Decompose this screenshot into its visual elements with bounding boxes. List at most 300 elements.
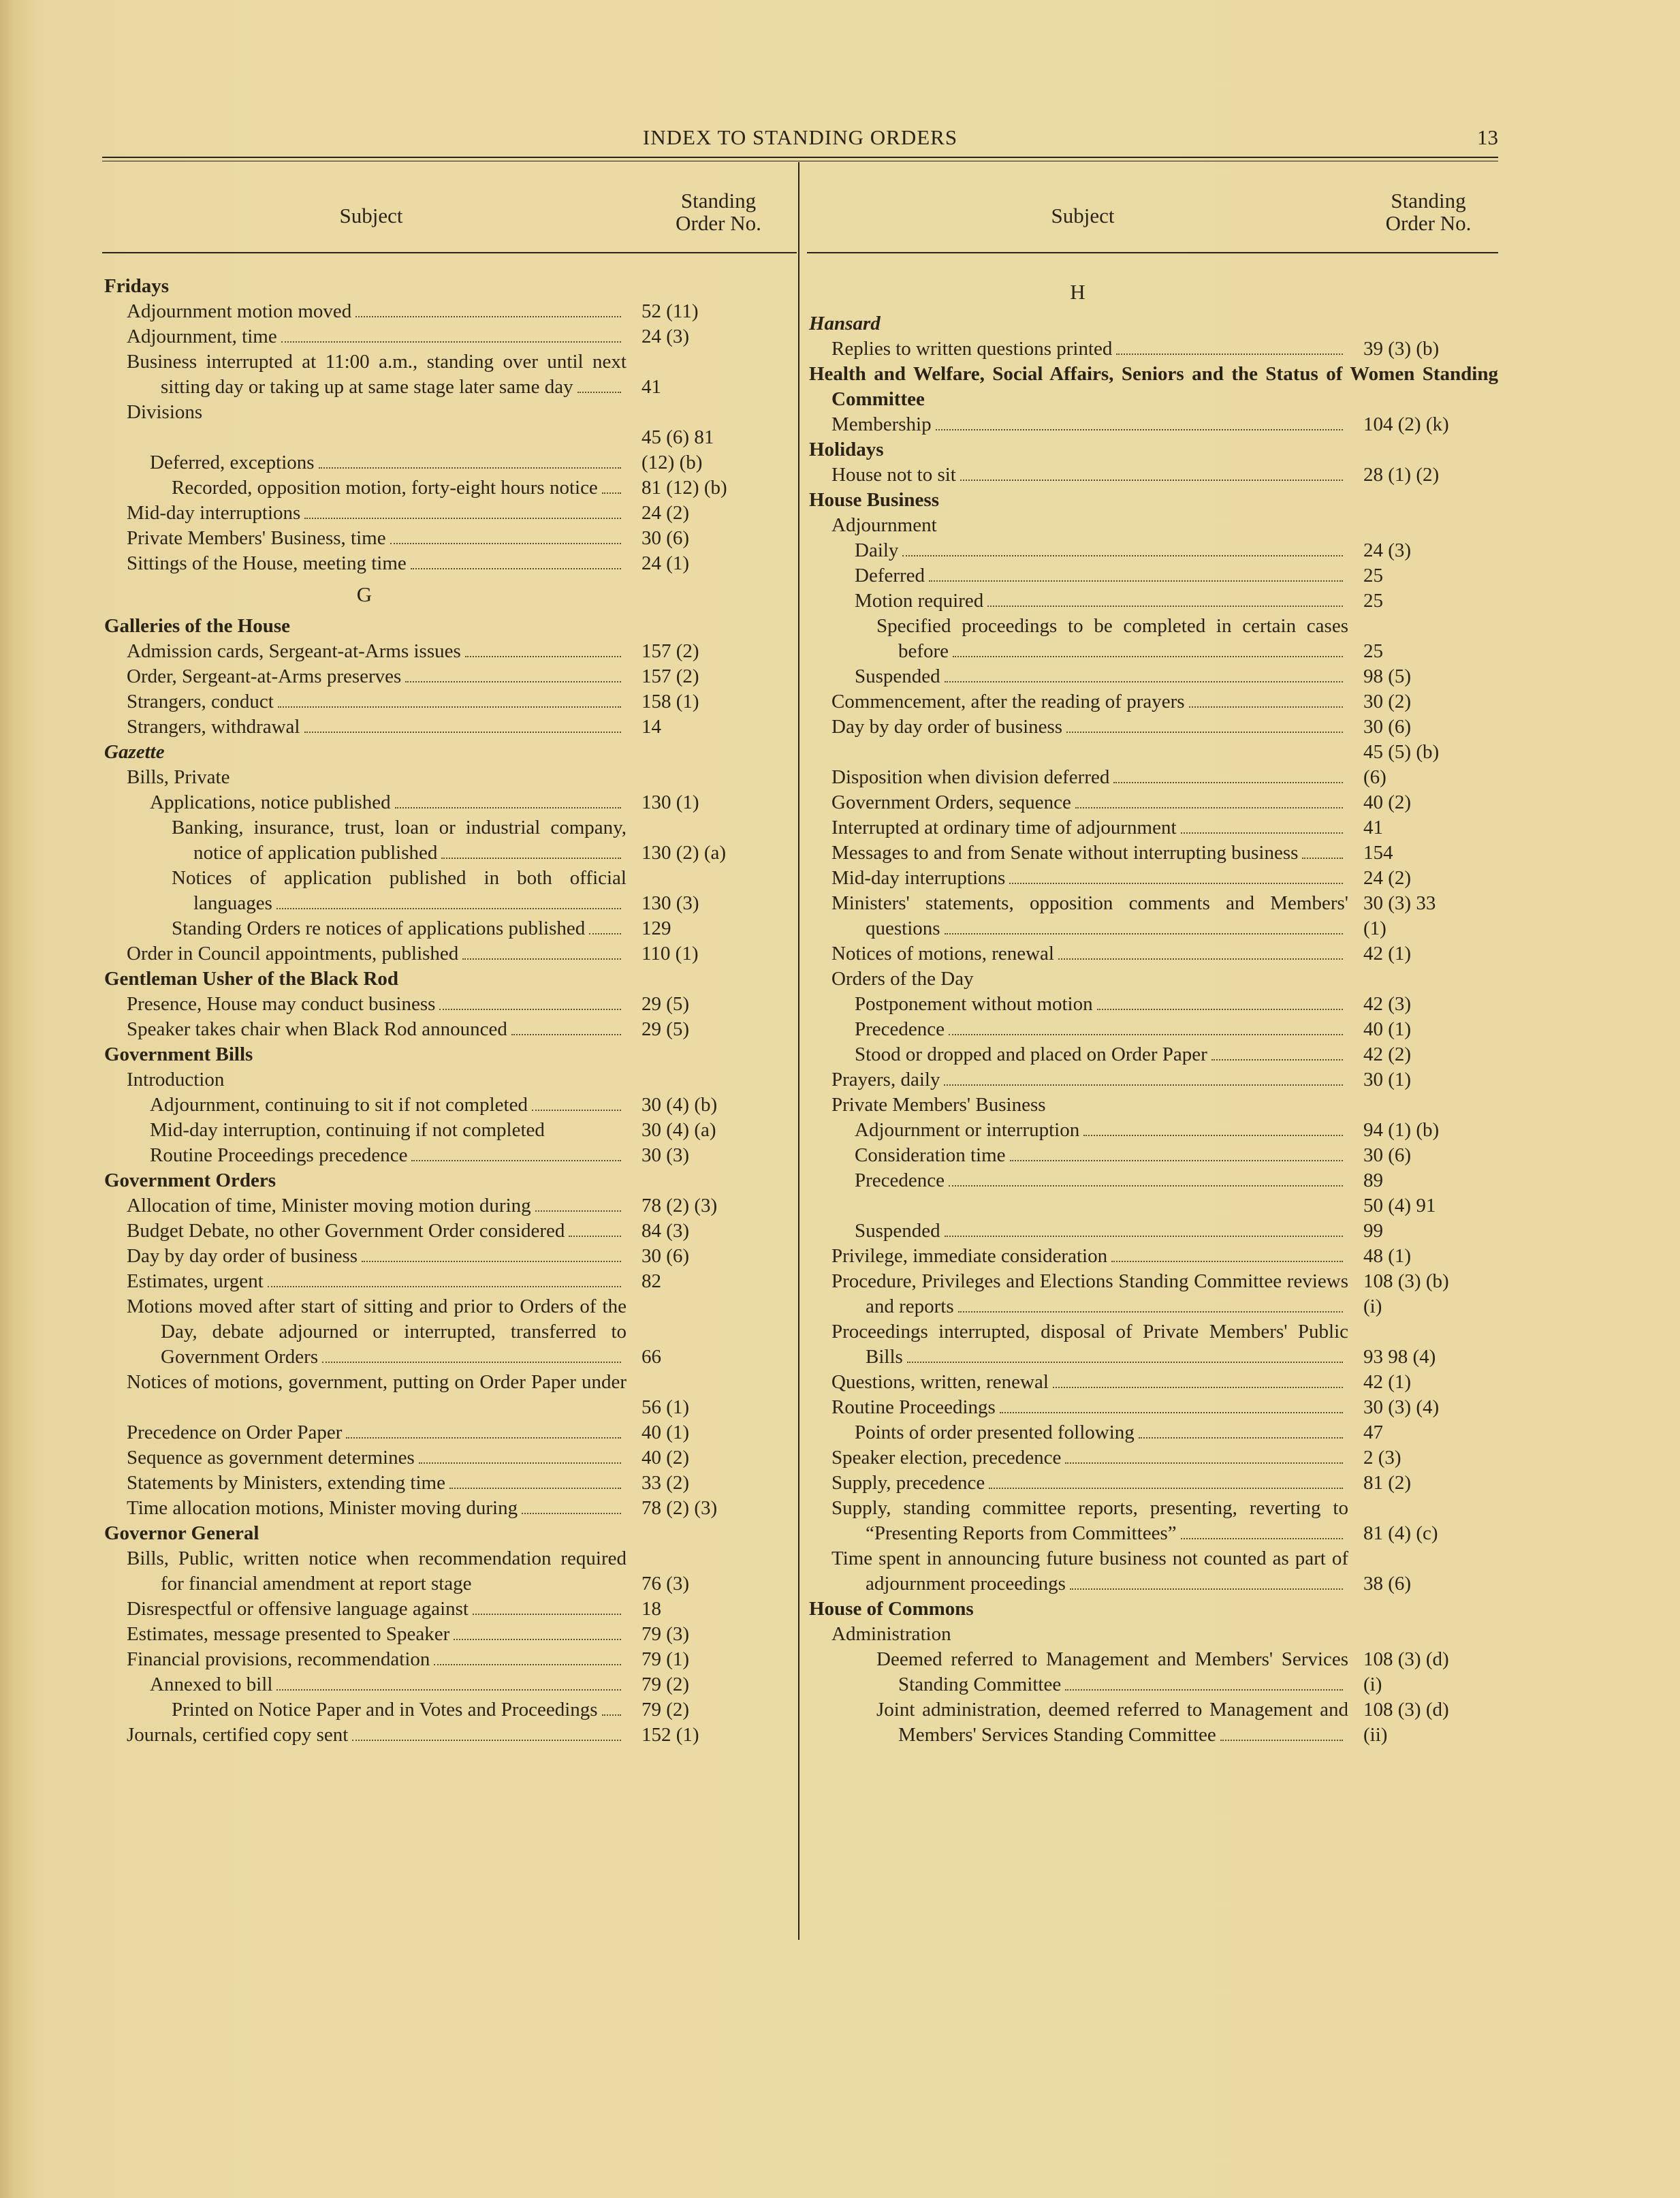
dot-leader: [958, 1311, 1343, 1313]
entry-subject: [102, 450, 627, 475]
index-entry: [102, 639, 797, 664]
entry-text: Supply, standing committee reports, presenting, reverting to “Presenting Reports from Committees”: [831, 1497, 1348, 1544]
index-entry: [807, 1244, 1498, 1269]
dot-leader: [441, 858, 621, 859]
index-entry: [102, 941, 797, 967]
standing-order-number: 78 (2) (3): [641, 1195, 718, 1216]
standing-order-number: 93 98 (4): [1363, 1346, 1436, 1368]
entry-subject: [807, 1143, 1348, 1168]
standing-order-number: 39 (3) (b): [1363, 338, 1440, 360]
standing-order-number: 48 (1): [1363, 1245, 1412, 1267]
index-entry: [102, 400, 797, 425]
standing-order-number: 78 (2) (3): [641, 1497, 718, 1519]
standing-order-number: 24 (1): [641, 552, 690, 574]
entry-text: Printed on Notice Paper and in Votes and Proceedings: [172, 1699, 598, 1721]
entry-text: Deferred, exceptions: [150, 452, 315, 473]
entry-subject: [807, 790, 1348, 815]
standing-order-number: 40 (1): [1363, 1018, 1412, 1040]
dot-leader: [1070, 1588, 1343, 1590]
entry-text: Recorded, opposition motion, forty-eight hours notice: [172, 477, 598, 499]
standing-order-number: 28 (1) (2): [1363, 464, 1440, 486]
entry-text: Notices of motions, government, putting on Order Paper under: [127, 1371, 627, 1393]
entry-text: Ministers' statements, opposition comments and Members' questions: [831, 892, 1348, 939]
standing-order-number: 30 (3) 33 (1): [1363, 892, 1436, 939]
dot-leader: [304, 518, 621, 519]
entry-text: Suspended: [855, 665, 940, 687]
entry-subject: [807, 992, 1348, 1017]
dot-leader: [1083, 1135, 1343, 1136]
standing-order-number: 89: [1363, 1169, 1383, 1191]
subject-heading: Subject: [1051, 204, 1115, 227]
entry-subject: [807, 538, 1348, 563]
entry-text: Introduction: [127, 1069, 225, 1090]
dot-leader: [281, 341, 621, 343]
index-entry: [807, 992, 1498, 1017]
index-heading: House of Commons: [809, 1598, 974, 1620]
entry-subject: [102, 400, 627, 425]
standing-order-number: 157 (2): [641, 640, 699, 662]
entry-subject: [102, 1067, 627, 1093]
dot-leader: [949, 1185, 1343, 1187]
dot-leader: [945, 933, 1343, 935]
entry-text: Stood or dropped and placed on Order Paper: [855, 1043, 1207, 1065]
entry-text: Private Members' Business: [831, 1094, 1046, 1116]
dot-leader: [953, 656, 1343, 657]
standing-order-heading: [640, 189, 797, 234]
entry-subject: [102, 1723, 627, 1748]
index-entry: [807, 1067, 1498, 1093]
standing-order-number: 45 (5) (b) (6): [1363, 741, 1440, 788]
entry-text: Applications, notice published: [150, 791, 391, 813]
index-entry: [102, 765, 797, 790]
standing-order-number: 152 (1): [641, 1724, 699, 1746]
column-divider: [798, 162, 799, 1940]
dot-leader: [1139, 1437, 1343, 1439]
dot-leader: [1009, 883, 1343, 884]
entry-text: Precedence: [855, 1169, 945, 1191]
index-heading: Gazette: [104, 741, 165, 763]
standing-order-number: 14: [641, 716, 661, 738]
entry-text: Orders of the Day: [831, 968, 974, 990]
index-entry: [102, 1143, 797, 1168]
dot-leader: [276, 908, 621, 909]
entry-subject: [102, 349, 627, 400]
index-entry: [807, 1647, 1498, 1697]
index-heading: Holidays: [809, 439, 884, 460]
standing-order-number: 25: [1363, 565, 1383, 586]
dot-leader: [419, 1462, 621, 1464]
entry-text: Deferred: [855, 565, 925, 586]
right-entries: [807, 253, 1498, 1748]
entry-subject: [807, 614, 1348, 664]
index-entry: [807, 1370, 1498, 1395]
index-entry: [102, 1193, 797, 1219]
entry-text: Estimates, message presented to Speaker: [127, 1623, 450, 1645]
standing-order-number: 108 (3) (d) (ii): [1363, 1699, 1449, 1746]
index-entry: [102, 551, 797, 576]
dot-leader: [1065, 1462, 1343, 1464]
dot-leader: [465, 656, 621, 657]
index-entry: [102, 299, 797, 324]
entry-text: Disrespectful or offensive language against: [127, 1598, 469, 1620]
index-entry: [807, 563, 1498, 588]
dot-leader: [1065, 1689, 1343, 1691]
dot-leader: [411, 568, 621, 569]
standing-order-heading-line1: Standing: [1391, 189, 1466, 213]
page-number: 13: [1477, 125, 1498, 149]
entry-text: Consideration time: [855, 1144, 1006, 1166]
entry-text: Adjournment: [831, 514, 937, 536]
entry-subject: [807, 1269, 1348, 1319]
standing-order-number: 130 (3): [641, 892, 699, 914]
entry-subject: [807, 941, 1348, 967]
entry-subject: [807, 1118, 1348, 1143]
dot-leader: [411, 1160, 621, 1161]
entry-subject: [807, 1017, 1348, 1042]
standing-order-number: 42 (1): [1363, 1371, 1412, 1393]
standing-order-number: 40 (2): [1363, 791, 1412, 813]
standing-order-number: 30 (6): [641, 1245, 690, 1267]
standing-order-number: 30 (3) (4): [1363, 1396, 1440, 1418]
standing-order-heading-line2: Order No.: [676, 211, 761, 235]
standing-order-number: 33 (2): [641, 1472, 690, 1494]
standing-order-number: 98 (5): [1363, 665, 1412, 687]
entry-subject: [102, 941, 627, 967]
index-entry: [807, 1118, 1498, 1143]
entry-text: Allocation of time, Minister moving motion during: [127, 1195, 531, 1216]
entry-subject: [807, 1496, 1348, 1546]
index-entry: [807, 1420, 1498, 1445]
dot-leader: [1066, 732, 1343, 733]
entry-subject: [807, 1042, 1348, 1067]
entry-subject: [102, 1445, 627, 1471]
index-entry: [102, 1496, 797, 1521]
entry-text: Motion required: [855, 590, 984, 612]
entry-subject: [102, 1496, 627, 1521]
dot-leader: [1211, 1059, 1343, 1061]
dot-leader: [278, 706, 621, 708]
entry-subject: [807, 588, 1348, 614]
dot-leader: [522, 1513, 621, 1514]
entry-text: Messages to and from Senate without interrupting business: [831, 842, 1299, 864]
entry-text: Presence, House may conduct business: [127, 993, 436, 1015]
dot-leader: [462, 958, 621, 960]
entry-subject: [102, 475, 627, 501]
standing-order-number: 81 (2): [1363, 1472, 1412, 1494]
entry-text: Routine Proceedings: [831, 1396, 996, 1418]
entry-subject: [102, 1370, 627, 1420]
standing-order-heading-line2: Order No.: [1385, 211, 1472, 235]
entry-subject: [807, 664, 1348, 689]
entry-text: Strangers, conduct: [127, 691, 274, 712]
entry-subject: [807, 336, 1348, 362]
index-entry: [102, 1017, 797, 1042]
entry-text: Sequence as government determines: [127, 1447, 415, 1469]
dot-leader: [405, 681, 621, 682]
entry-subject: [102, 815, 627, 866]
standing-order-number: 79 (1): [641, 1648, 690, 1670]
entry-text: Mid-day interruption, continuing if not completed: [150, 1119, 545, 1141]
dot-leader: [569, 1236, 621, 1237]
index-entry: [807, 1546, 1498, 1597]
index-entry: [807, 1395, 1498, 1420]
entry-subject: [807, 563, 1348, 588]
dot-leader: [454, 1639, 621, 1640]
standing-order-number: 84 (3): [641, 1220, 690, 1242]
dot-leader: [319, 467, 621, 469]
standing-order-number: 18: [641, 1598, 661, 1620]
entry-subject: [807, 1697, 1348, 1748]
index-entry: [102, 715, 797, 740]
dot-leader: [352, 1740, 621, 1741]
index-entry: [102, 866, 797, 916]
entry-text: Government Orders, sequence: [831, 791, 1071, 813]
entry-subject: [102, 1471, 627, 1496]
entry-text: Estimates, urgent: [127, 1270, 264, 1292]
entry-text: Adjournment, continuing to sit if not completed: [150, 1094, 528, 1116]
standing-order-number: 24 (2): [641, 502, 690, 524]
entry-text: Bills, Public, written notice when recommendation required for financial amendment at report stage: [127, 1548, 627, 1595]
entry-text: Routine Proceedings precedence: [150, 1144, 408, 1166]
section-letter: G: [356, 582, 373, 606]
index-entry: [807, 1042, 1498, 1067]
entry-text: Mid-day interruptions: [831, 867, 1006, 889]
standing-order-number: 50 (4) 91 99: [1363, 1195, 1436, 1242]
entry-text: Adjournment motion moved: [127, 300, 352, 322]
dot-leader: [304, 732, 622, 733]
standing-order-number: 56 (1): [641, 1396, 690, 1418]
index-entry: [807, 790, 1498, 815]
entry-text: Speaker takes chair when Black Rod announced: [127, 1018, 507, 1040]
entry-subject: [807, 1067, 1348, 1093]
entry-subject: [102, 526, 627, 551]
dot-leader: [960, 480, 1343, 481]
entry-text: Privilege, immediate consideration: [831, 1245, 1108, 1267]
standing-order-number: 30 (2): [1363, 691, 1412, 712]
entry-subject: [102, 1269, 627, 1294]
entry-subject: [102, 1093, 627, 1118]
standing-order-number: 45 (6) 81 (12) (b): [641, 426, 714, 473]
index-entry: [102, 501, 797, 526]
dot-leader: [511, 1034, 621, 1035]
index-entry: [807, 1697, 1498, 1748]
entry-subject: [807, 841, 1348, 866]
dot-leader: [907, 1362, 1343, 1363]
entry-text: Strangers, withdrawal: [127, 716, 300, 738]
entry-subject: [807, 715, 1348, 740]
entry-text: Disposition when division deferred: [831, 766, 1110, 788]
entry-subject: [102, 1219, 627, 1244]
dot-leader: [322, 1362, 621, 1363]
entry-subject: [102, 1622, 627, 1647]
index-entry: [807, 891, 1498, 941]
index-entry: [807, 1622, 1498, 1647]
entry-text: Adjournment, time: [127, 326, 277, 347]
standing-order-number: 42 (3): [1363, 993, 1412, 1015]
entry-subject: [807, 1420, 1348, 1445]
dot-leader: [1181, 1538, 1343, 1539]
dot-leader: [439, 1009, 621, 1010]
standing-order-number: 38 (6): [1363, 1573, 1412, 1595]
page-title: INDEX TO STANDING ORDERS: [642, 125, 958, 149]
index-entry: [102, 1697, 797, 1723]
standing-order-number: 79 (2): [641, 1699, 690, 1721]
entry-text: Suspended: [855, 1220, 940, 1242]
entry-text: Motions moved after start of sitting and prior to Orders of the Day, debate adjourned or interrupted, transferred to Government Orders: [127, 1296, 627, 1368]
index-entry: [807, 538, 1498, 563]
standing-order-number: 130 (1): [641, 791, 699, 813]
entry-text: Postponement without motion: [855, 993, 1093, 1015]
entry-text: Day by day order of business: [127, 1245, 358, 1267]
index-entry: [102, 1118, 797, 1143]
index-entry: [807, 1319, 1498, 1370]
dot-leader: [1058, 958, 1343, 960]
index-entry: [807, 664, 1498, 689]
dot-leader: [449, 1488, 621, 1489]
entry-text: Membership: [831, 413, 932, 435]
dot-leader: [577, 392, 621, 393]
standing-order-number: 104 (2) (k): [1363, 413, 1449, 435]
standing-order-number: 154: [1363, 842, 1393, 864]
standing-order-number: 41: [641, 376, 661, 398]
standing-order-number: 157 (2): [641, 665, 699, 687]
entry-subject: [102, 1697, 627, 1723]
entry-text: Administration: [831, 1623, 951, 1645]
entry-subject: [807, 765, 1348, 790]
dot-leader: [945, 1236, 1343, 1237]
index-entry: [807, 513, 1498, 538]
entry-subject: [807, 1445, 1348, 1471]
entry-subject: [807, 1647, 1348, 1697]
entry-subject: [102, 1597, 627, 1622]
standing-order-number: 130 (2) (a): [641, 842, 727, 864]
entry-subject: [807, 967, 1348, 992]
entry-subject: [807, 815, 1348, 841]
running-head: [102, 121, 1498, 155]
entry-text: Standing Orders re notices of applications published: [172, 917, 586, 939]
dot-leader: [362, 1261, 621, 1262]
standing-order-number: 24 (2): [1363, 867, 1412, 889]
entry-subject: [102, 765, 627, 790]
index-entry: [102, 815, 797, 866]
entry-text: Private Members' Business, time: [127, 527, 386, 549]
dot-leader: [929, 580, 1343, 582]
entry-subject: [102, 324, 627, 349]
standing-order-number: 129: [641, 917, 671, 939]
entry-text: Bills, Private: [127, 766, 230, 788]
dot-leader: [276, 1689, 621, 1691]
entry-subject: [807, 1370, 1348, 1395]
header-rule: [102, 157, 1498, 161]
standing-order-number: 52 (11): [641, 300, 699, 322]
index-entry: [102, 1294, 797, 1370]
dot-leader: [1075, 807, 1343, 808]
entry-subject: [102, 916, 627, 941]
entry-subject: [102, 299, 627, 324]
index-entry: [102, 992, 797, 1017]
entry-text: Speaker election, precedence: [831, 1447, 1062, 1469]
dot-leader: [989, 1488, 1343, 1489]
dot-leader: [532, 1110, 621, 1111]
index-entry: [807, 412, 1498, 437]
entry-text: Precedence on Order Paper: [127, 1422, 343, 1443]
index-heading: Hansard: [809, 313, 881, 334]
standing-order-number: 108 (3) (b) (i): [1363, 1270, 1449, 1317]
dot-leader: [346, 1437, 621, 1439]
index-entry: [807, 1269, 1498, 1319]
standing-order-number: 29 (5): [641, 1018, 690, 1040]
index-heading: Fridays: [104, 275, 170, 297]
entry-subject: [807, 1319, 1348, 1370]
dot-leader: [1097, 1009, 1343, 1010]
entry-text: Prayers, daily: [831, 1069, 940, 1090]
index-heading: Governor General: [104, 1522, 259, 1544]
entry-subject: [807, 1168, 1348, 1193]
entry-text: Supply, precedence: [831, 1472, 985, 1494]
index-entry: [102, 1597, 797, 1622]
index-entry: [807, 462, 1498, 488]
dot-leader: [602, 1714, 621, 1716]
entry-subject: [102, 501, 627, 526]
entry-text: Order, Sergeant-at-Arms preserves: [127, 665, 402, 687]
standing-order-number: 81 (12) (b): [641, 477, 727, 499]
entry-text: Questions, written, renewal: [831, 1371, 1049, 1393]
section-letter: H: [1070, 280, 1085, 304]
entry-subject: [102, 1672, 627, 1697]
index-entry: [102, 664, 797, 689]
standing-order-number: 158 (1): [641, 691, 699, 712]
index-entry: [807, 1143, 1498, 1168]
entry-text: Precedence: [855, 1018, 945, 1040]
dot-leader: [949, 1034, 1343, 1035]
dot-leader: [589, 933, 621, 935]
left-column-header: [102, 163, 797, 253]
index-entry: [807, 967, 1498, 992]
standing-order-number: 30 (3): [641, 1144, 690, 1166]
index-heading: Government Orders: [104, 1169, 276, 1191]
standing-order-heading: [1359, 189, 1498, 234]
dot-leader: [390, 543, 621, 544]
right-column: [807, 163, 1498, 1748]
index-entry: [102, 349, 797, 400]
index-entry: [102, 1647, 797, 1672]
entry-subject: [807, 1622, 1348, 1647]
dot-leader: [1053, 1387, 1343, 1388]
entry-text: Notices of application published in both official languages: [172, 867, 627, 914]
standing-order-number: 42 (2): [1363, 1043, 1412, 1065]
index-entry: [807, 941, 1498, 967]
standing-order-number: 40 (1): [641, 1422, 690, 1443]
entry-text: Divisions: [127, 401, 203, 423]
entry-subject: [102, 992, 627, 1017]
standing-order-number: 66: [641, 1346, 661, 1368]
index-entry: [807, 336, 1498, 362]
dot-leader: [535, 1210, 621, 1212]
standing-order-number: 29 (5): [641, 993, 690, 1015]
index-entry: [102, 1370, 797, 1420]
index-entry: [102, 1093, 797, 1118]
index-heading: Gentleman Usher of the Black Rod: [104, 968, 399, 990]
entry-subject: [102, 689, 627, 715]
dot-leader: [473, 1614, 621, 1615]
entry-subject: [102, 1143, 627, 1168]
standing-order-number: 30 (4) (b): [641, 1094, 718, 1116]
index-entry: [102, 475, 797, 501]
entry-subject: [102, 1118, 627, 1143]
entry-text: Order in Council appointments, published: [127, 943, 459, 964]
dot-leader: [944, 1084, 1343, 1086]
dot-leader: [945, 681, 1343, 682]
